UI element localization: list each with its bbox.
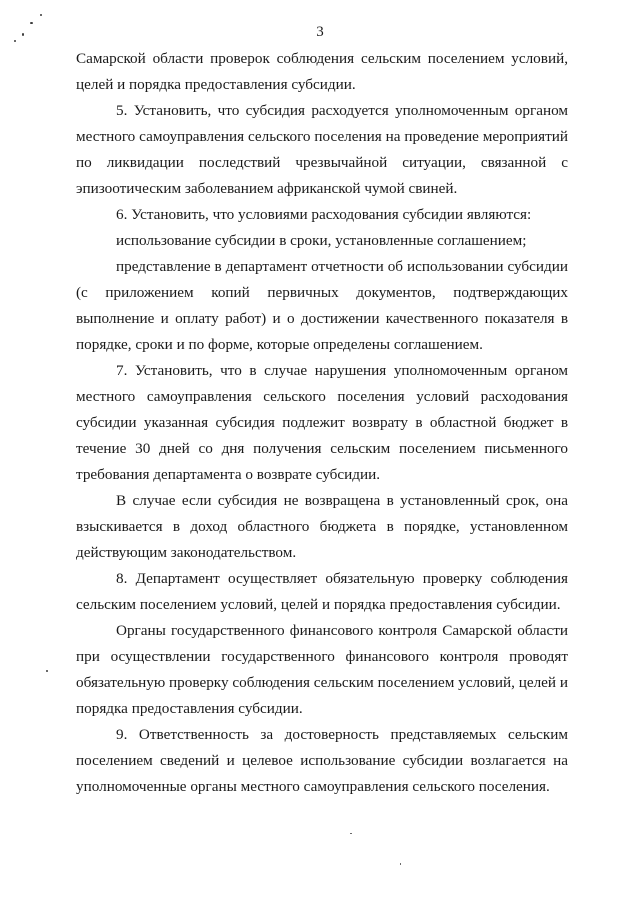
- paragraph-condition-1: использование субсидии в сроки, установленные соглашением;: [116, 232, 527, 249]
- page-number: 3: [316, 24, 324, 40]
- paragraph-condition-2: представление в департамент отчетности об использовании субсидии (с приложением копий первичных документов, подтверждающих выполнение и оплату работ) и о достижении качественного показателя в порядке, сроки и по форме, которые определены соглашением.: [76, 258, 568, 353]
- scan-speck: [40, 14, 42, 16]
- paragraph-item-7: 7. Установить, что в случае нарушения уполномоченным органом местного самоуправления сельского поселения условий расходования субсидии указанная субсидия подлежит возврату в областной бюджет в течение 30 дней со дня получения сельским поселением письменного требования департамента о возврате субсидии.: [76, 362, 568, 483]
- paragraph-item-8: 8. Департамент осуществляет обязательную проверку соблюдения сельским поселением условий, целей и порядка предоставления субсидии.: [76, 570, 568, 613]
- scan-speck: [350, 833, 352, 834]
- paragraph-item-8-control: Органы государственного финансового контроля Самарской области при осуществлении государственного финансового контроля проводят обязательную проверку соблюдения сельским поселением условий, целей и порядка предоставления субсидии.: [76, 622, 568, 717]
- paragraph-item-6: 6. Установить, что условиями расходования субсидии являются:: [116, 206, 532, 223]
- paragraph-item-5: 5. Установить, что субсидия расходуется уполномоченным органом местного самоуправления сельского поселения на проведение мероприятий по ликвидации последствий чрезвычайной ситуации, связанной с эпизоотическим заболеванием африканской чумой свиней.: [76, 102, 568, 197]
- paragraph-item-9: 9. Ответственность за достоверность представляемых сельским поселением сведений и целевое использование субсидии возлагается на уполномоченные органы местного самоуправления сельского поселения.: [76, 726, 568, 795]
- paragraph-item-7-recovery: В случае если субсидия не возвращена в установленный срок, она взыскивается в доход областного бюджета в порядке, установленном действующим законодательством.: [76, 492, 568, 561]
- scan-speck: [14, 40, 16, 42]
- paragraph-continuation: Самарской области проверок соблюдения сельским поселением условий, целей и порядка предоставления субсидии.: [76, 50, 568, 93]
- scan-speck: [30, 22, 33, 24]
- scan-speck: [46, 670, 48, 672]
- document-body: [76, 46, 568, 800]
- scan-speck: [22, 33, 24, 36]
- scan-speck: [400, 863, 401, 865]
